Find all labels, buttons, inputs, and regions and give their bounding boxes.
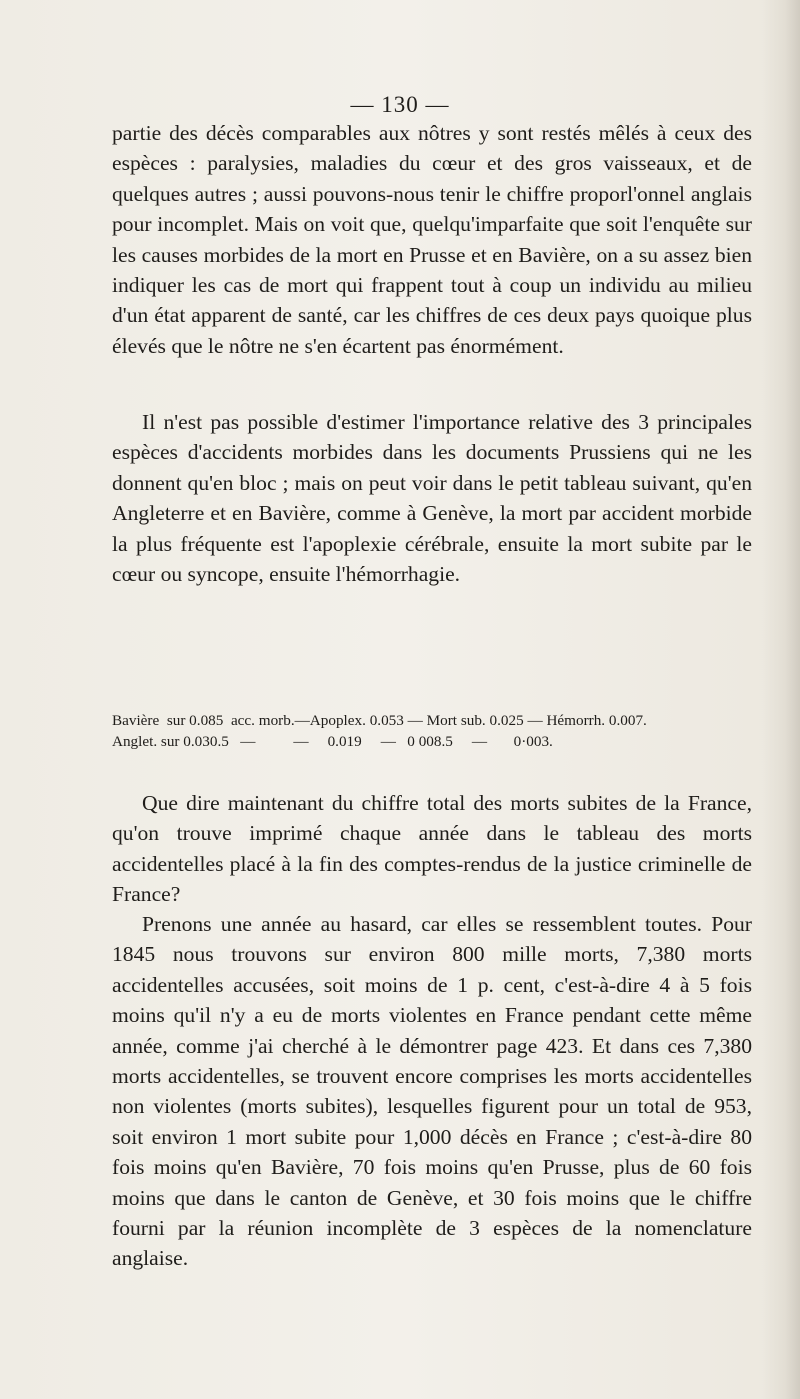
paragraph-1-text: partie des décès comparables aux nôtres y sont restés mêlés à ceux des espèces : paralysies, maladies du cœur et des gros vaisseaux, et de quelques autres ; aussi pouvons-nous tenir le chiffre proporl'onnel anglais pour incomplet. Mais on voit que, quelqu'imparfaite que soit l'enquête sur les causes morbides de la mort en Prusse et en Bavière, on a su assez bien indiquer les cas de mort qui frappent tout à coup un individu au milieu d'un état apparent de santé, car les chiffres de ces deux pays quoique plus élevés que le nôtre ne s'en écartent pas énormément. bbox=[112, 121, 752, 358]
paragraph-3 bbox=[112, 788, 752, 910]
paragraph-4-text: Prenons une année au hasard, car elles se ressemblent toutes. Pour 1845 nous trouvons sur environ 800 mille morts, 7,380 morts accidentelles accusées, soit moins de 1 p. cent, c'est-à-dire 4 à 5 fois moins qu'il n'y a eu de morts violentes en France pendant cette même année, comme j'ai cherché à le démontrer page 423. Et dans ces 7,380 morts accidentelles, se trouvent encore comprises les morts accidentelles non violentes (morts subites), lesquelles figurent pour un total de 953, soit environ 1 mort subite pour 1,000 décès en France ; c'est-à-dire 80 fois moins qu'en Bavière, 70 fois moins qu'en Prusse, plus de 60 fois moins que dans le canton de Genève, et 30 fois moins que le chiffre fourni par la réunion incomplète de 3 espèces de la nomenclature anglaise. bbox=[112, 912, 752, 1271]
page-edge-shadow bbox=[762, 0, 800, 1399]
mortality-table bbox=[112, 710, 752, 752]
table-row-angleterre: Anglet. sur 0.030.5 — — 0.019 — 0 008.5 — 0·003. bbox=[112, 733, 553, 750]
table-row-baviere: Bavière sur 0.085 acc. morb.—Apoplex. 0.053 — Mort sub. 0.025 — Hémorrh. 0.007. bbox=[112, 712, 647, 729]
paragraph-2 bbox=[112, 407, 752, 589]
paragraph-1 bbox=[112, 118, 752, 361]
paragraph-4 bbox=[112, 909, 752, 1274]
paragraph-3-text: Que dire maintenant du chiffre total des morts subites de la France, qu'on trouve imprimé chaque année dans le tableau des morts accidentelles placé à la fin des comptes-rendus de la justice criminelle de France? bbox=[112, 791, 752, 907]
paragraph-2-text: Il n'est pas possible d'estimer l'importance relative des 3 principales espèces d'accidents morbides dans les documents Prussiens qui ne les donnent qu'en bloc ; mais on peut voir dans le petit tableau suivant, qu'en Angleterre et en Bavière, comme à Genève, la mort par accident morbide la plus fréquente est l'apoplexie cérébrale, ensuite la mort subite par le cœur ou syncope, ensuite l'hémorrhagie. bbox=[112, 410, 752, 587]
page-number: — 130 — bbox=[350, 92, 450, 117]
